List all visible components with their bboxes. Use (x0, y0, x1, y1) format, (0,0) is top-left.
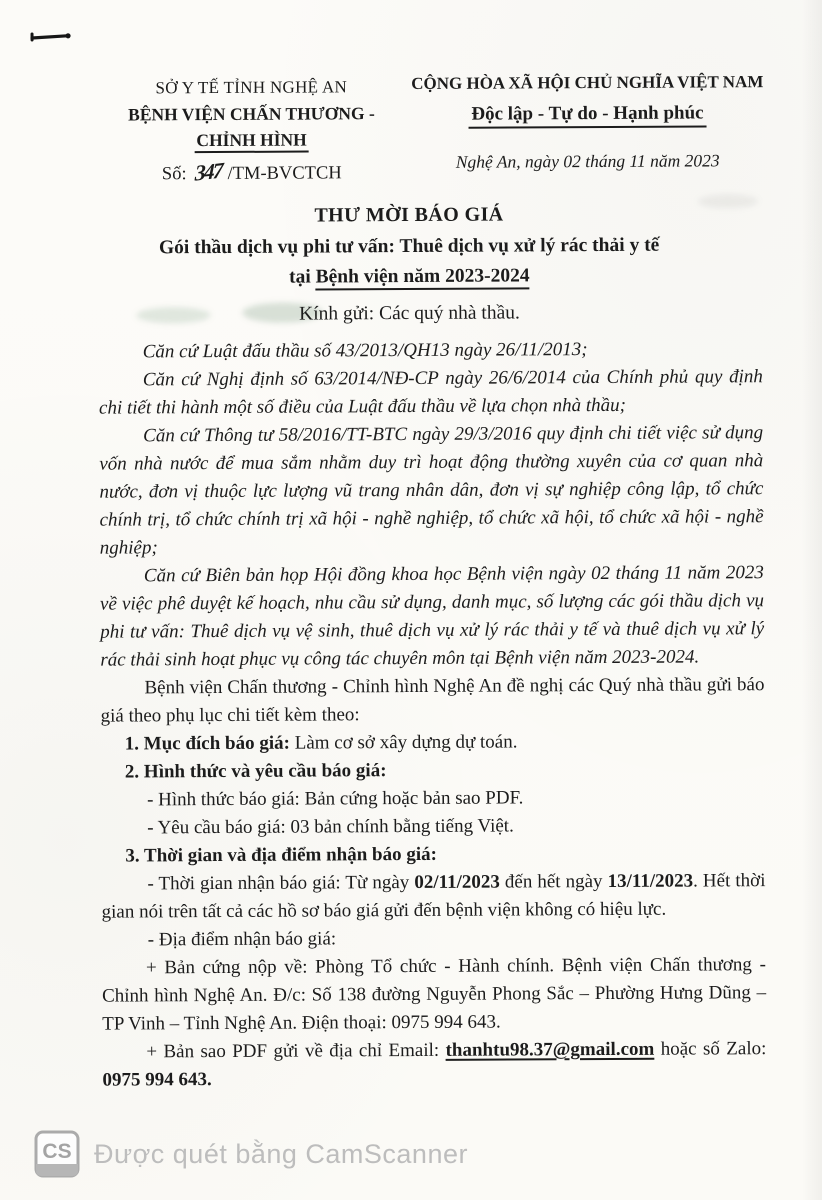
date-line: Nghệ An, ngày 02 tháng 11 năm 2023 (455, 150, 720, 172)
camscanner-logo-icon (34, 1130, 80, 1178)
document-number-handwritten: 347 (194, 157, 222, 186)
salutation: Kính gửi: Các quý nhà thầu. (299, 302, 520, 325)
paragraph (100, 559, 765, 674)
camscanner-footer (34, 1130, 468, 1178)
text-segment: - Yêu cầu báo giá: 03 bản chính bằng tiếng Việt. (147, 815, 514, 839)
text-segment: 1. Mục đích báo giá: (124, 732, 291, 755)
paragraph (102, 923, 766, 954)
national-motto: Độc lập - Tự do - Hạnh phúc (401, 100, 773, 128)
text-segment: đến hết ngày (499, 870, 608, 893)
text-segment: . Hết thời gian nói trên tất cả các hồ sơ báo giá gửi đến bệnh viện không có hiệu lực. (101, 870, 766, 923)
text-segment: Căn cứ Nghị định số 63/2014/NĐ-CP ngày 26/6/2014 của Chính phủ quy định chi tiết thi hành một số điều của Luật đấu thầu về lựa chọn nhà thầu; (98, 366, 763, 419)
staple-mark (27, 28, 75, 46)
text-segment: + Bản sao PDF gửi về địa chỉ Email: (146, 1039, 446, 1063)
text-segment: - Thời gian nhận báo giá: Từ ngày (147, 871, 415, 895)
subtitle-underlined: Bệnh viện năm 2023-2024 (316, 265, 530, 290)
paragraph (99, 419, 764, 562)
text-segment: 3. Thời gian và địa điểm nhận báo giá: (125, 843, 438, 867)
document-number-suffix: /TM-BVCTCH (227, 163, 342, 184)
text-segment: + Bản cứng nộp về: Phòng Tổ chức - Hành chính. Bệnh viện Chấn thương - Chỉnh hình Nghệ An. Đ/c: Số 138 đường Nguyễn Phong Sắc – Phường Hưng Dũng – TP Vinh – Tỉnh Nghệ An. Điện thoại: 0975 994 643. (102, 954, 767, 1035)
paragraph (100, 671, 764, 730)
scanned-by-text: Được quét bằng CamScanner (94, 1138, 468, 1169)
document-subtitle-2 (58, 260, 760, 294)
text-segment: Căn cứ Thông tư 58/2016/TT-BTC ngày 29/3/2016 quy định chi tiết việc sử dụng vốn nhà nước để mua sắm nhằm duy trì hoạt động thường xuyên của cơ quan nhà nước, đơn vị thuộc lực lượng vũ trang nhân dân, đơn vị sự nghiệp công lập, tổ chức chính trị, tổ chức chính trị xã hội - nghề nghiệp, tổ chức xã hội, tổ chức xã hội - nghề nghiệp; (99, 422, 764, 559)
text-segment: 0975 994 643. (102, 1069, 212, 1091)
paragraph (99, 363, 763, 422)
text-segment: Căn cứ Biên bản họp Hội đồng khoa học Bệnh viện ngày 02 tháng 11 năm 2023 về việc phê duyệt kế hoạch, nhu cầu sử dụng, danh mục, số lượng các gói thầu dịch vụ phi tư vấn: Thuê dịch vụ vệ sinh, thuê dịch vụ xử lý rác thải y tế và thuê dịch vụ xử lý rác thải sinh hoạt phục vụ công tác chuyên môn tại Bệnh viện năm 2023-2024. (99, 562, 765, 671)
text-segment: Căn cứ Luật đấu thầu số 43/2013/QH13 ngày 26/11/2013; (142, 339, 588, 363)
subtitle-prefix: tại (288, 266, 316, 288)
text-segment: Làm cơ sở xây dựng dự toán. (289, 731, 518, 754)
org-name-line1: BỆNH VIỆN CHẤN THƯƠNG - (128, 103, 375, 125)
paragraph (101, 783, 765, 814)
text-segment: 02/11/2023 (414, 871, 500, 893)
national-title: CỘNG HÒA XÃ HỘI CHỦ NGHĨA VIỆT NAM (411, 72, 764, 93)
paragraph (101, 811, 765, 842)
paragraph (101, 755, 765, 786)
paragraph (101, 839, 765, 870)
document-number-label: Số: (161, 164, 187, 185)
paragraph (99, 335, 763, 366)
paragraph (101, 727, 765, 758)
org-header (105, 74, 398, 188)
svg-text:CS: CS (42, 1140, 72, 1163)
paragraph (102, 1035, 766, 1094)
body-paragraphs (99, 335, 767, 1094)
text-segment: Bệnh viện Chấn thương - Chỉnh hình Nghệ An đề nghị các Quý nhà thầu gửi báo giá theo phụ lục chi tiết kèm theo: (100, 674, 765, 727)
text-segment: - Địa điểm nhận báo giá: (147, 928, 337, 951)
paragraph (102, 951, 766, 1038)
document-number (106, 158, 398, 188)
document-title: THƯ MỜI BÁO GIÁ (314, 203, 504, 227)
text-segment: 2. Hình thức và yêu cầu báo giá: (124, 760, 387, 783)
text-segment: hoặc số Zalo: (654, 1038, 767, 1060)
text-segment: 13/11/2023 (607, 870, 694, 892)
title-block (58, 198, 760, 294)
text-segment: - Hình thức báo giá: Bản cứng hoặc bản sao PDF. (146, 787, 524, 811)
paragraph (101, 867, 765, 926)
org-name-line2: CHỈNH HÌNH (106, 126, 398, 154)
national-header (401, 70, 774, 173)
document-subtitle-1: Gói thầu dịch vụ phi tư vấn: Thuê dịch vụ xử lý rác thải y tế (158, 234, 660, 259)
org-parent-name: SỞ Y TẾ TỈNH NGHỆ AN (155, 77, 348, 98)
text-segment: thanhtu98.37@gmail.com (445, 1038, 655, 1061)
